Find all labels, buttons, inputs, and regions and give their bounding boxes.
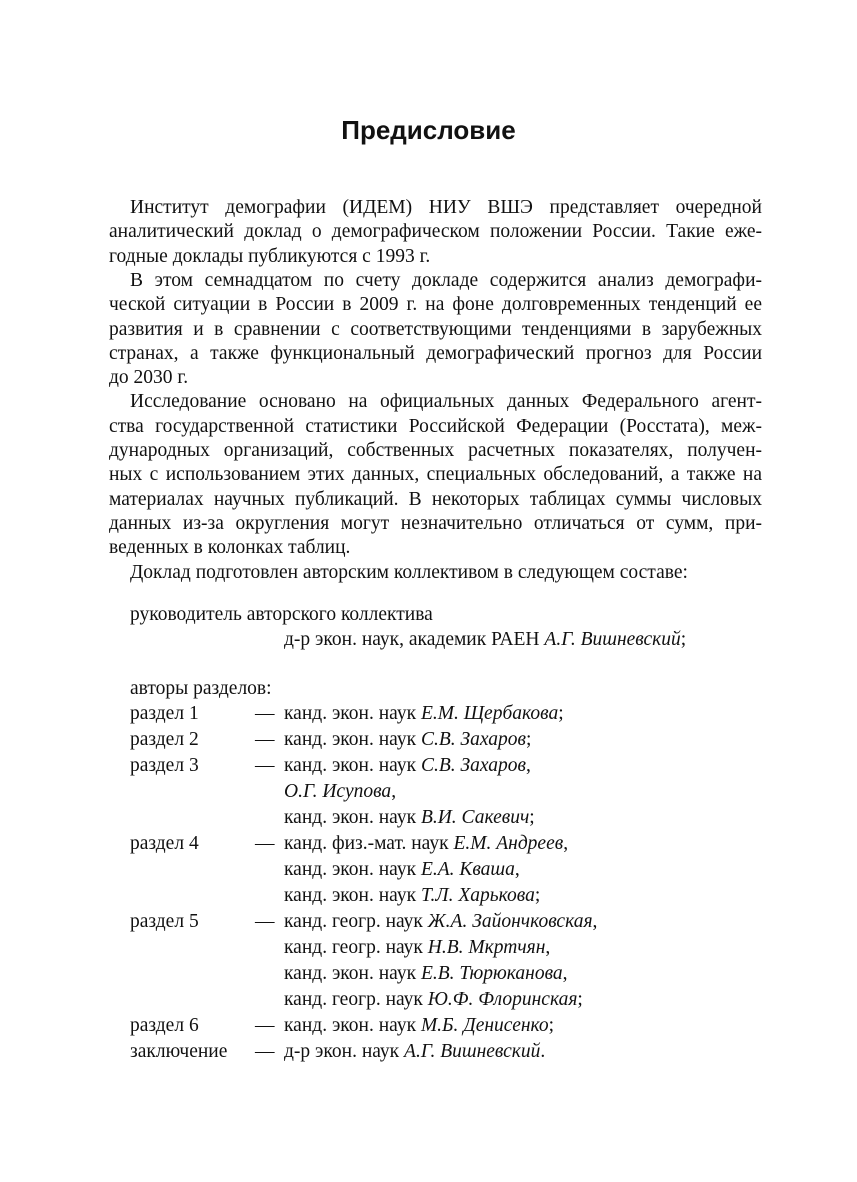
dash: — [255,1041,275,1062]
author-punctuation: , [391,781,397,802]
author-punctuation: ; [529,807,535,828]
author-name: Т.Л. Харькова [420,885,535,906]
leader-label: руководитель авторского коллектива [130,604,433,625]
author-punctuation: ; [526,729,532,750]
author-entry [284,988,583,1012]
text-line: до 2030 г. [109,367,189,389]
text-line: аналитический доклад о демографическом положении России. Такие еже- [109,221,762,243]
text-line: ства государственной статистики Российской Федерации (Росстата), меж- [109,415,762,437]
text-line: В этом семнадцатом по счету докладе содержится анализ демографи- [130,269,762,291]
author-name: С.В. Захаров [420,729,526,750]
page-title: Предисловие [341,115,516,145]
author-name: Н.В. Мкртчян [427,937,546,958]
author-name: Е.А. Кваша [420,859,515,880]
author-punctuation: , [526,755,531,776]
author-punctuation: , [592,911,598,932]
author-degree: канд. физ.-мат. наук [284,833,449,854]
author-entry [284,806,535,830]
author-punctuation: . [540,1041,546,1062]
author-name: Ю.Ф. Флоринская [427,989,578,1010]
author-degree: канд. геогр. наук [284,989,423,1010]
author-name: О.Г. Исупова [284,781,392,802]
author-degree: д-р экон. наук [284,1041,400,1062]
text-line: Исследование основано на официальных данных Федерального агент- [130,391,762,413]
author-degree: канд. экон. наук [284,859,417,880]
author-punctuation: ; [534,885,541,906]
authors-heading: авторы разделов: [130,678,272,699]
section-label: заключение [130,1041,228,1062]
dash: — [255,729,275,750]
author-entry [284,780,396,804]
author-name: М.Б. Денисенко [420,1015,549,1036]
text-line: Институт демографии (ИДЕМ) НИУ ВШЭ представляет очередной [130,197,762,218]
author-degree: канд. экон. наук [284,963,417,984]
text-line: дународных организаций, собственных расчетных показателях, получен- [109,440,762,461]
author-name: Е.В. Тюрюканова [420,963,563,984]
author-punctuation: ; [680,629,687,650]
text-line: странах, а также функциональный демографический прогноз для России [109,342,762,364]
author-entry [284,936,550,960]
section-label: раздел 5 [130,911,199,932]
author-punctuation: , [562,963,568,984]
author-entry [284,858,520,882]
text-line: данных из-за округления могут незначительно отличаться от сумм, при- [109,512,762,534]
section-label: раздел 1 [130,703,199,724]
author-degree: канд. экон. наук [284,729,417,750]
dash: — [255,703,275,724]
author-punctuation: ; [577,989,583,1010]
author-entry [284,702,564,726]
author-punctuation: , [545,937,551,958]
dash: — [255,911,275,932]
text-line: веденных в колонках таблиц. [109,537,351,559]
author-degree: д-р экон. наук, академик РАЕН [284,629,540,650]
author-name: Е.М. Щербакова [420,703,559,724]
section-label: раздел 2 [130,729,199,750]
author-entry [284,628,686,652]
author-degree: канд. геогр. наук [284,911,423,932]
section-label: раздел 3 [130,755,199,776]
text-line: годные доклады публикуются с 1993 г. [109,245,431,267]
author-degree: канд. экон. наук [284,807,417,828]
author-name: А.Г. Вишневский [404,1041,541,1062]
author-entry [284,962,568,986]
text-line: ных с использованием этих данных, специальных обследований, а также на [109,464,762,486]
text-line: ческой ситуации в России в 2009 г. на фоне долговременных тенденций ее [109,294,762,316]
author-entry [284,884,540,908]
author-degree: канд. экон. наук [284,755,417,776]
section-label: раздел 6 [130,1015,199,1036]
author-entry [284,728,531,752]
author-degree: канд. геогр. наук [284,937,423,958]
author-entry [284,1014,554,1038]
author-punctuation: , [563,833,569,854]
author-entry [284,1040,545,1064]
author-punctuation: ; [558,703,564,724]
author-degree: канд. экон. наук [284,703,417,724]
dash: — [255,1015,275,1036]
text-line: Доклад подготовлен авторским коллективом в следующем составе: [130,561,688,583]
text-line: материалах научных публикаций. В некоторых таблицах суммы числовых [109,488,762,510]
author-entry [284,910,597,934]
author-name: Е.М. Андреев [453,833,564,854]
dash: — [255,833,275,854]
section-label: раздел 4 [130,833,199,854]
author-entry [284,754,531,778]
author-name: В.И. Сакевич [420,807,530,828]
author-name: А.Г. Вишневский [544,629,681,650]
author-entry [284,832,568,856]
author-degree: канд. экон. наук [284,1015,417,1036]
author-name: С.В. Захаров [420,755,526,776]
author-punctuation: ; [548,1015,555,1036]
author-degree: канд. экон. наук [284,885,417,906]
author-punctuation: , [514,859,520,880]
author-name: Ж.А. Зайончковская [427,911,593,932]
text-line: развития и в сравнении с соответствующими тенденциями в зарубежных [109,318,762,340]
dash: — [255,755,275,776]
